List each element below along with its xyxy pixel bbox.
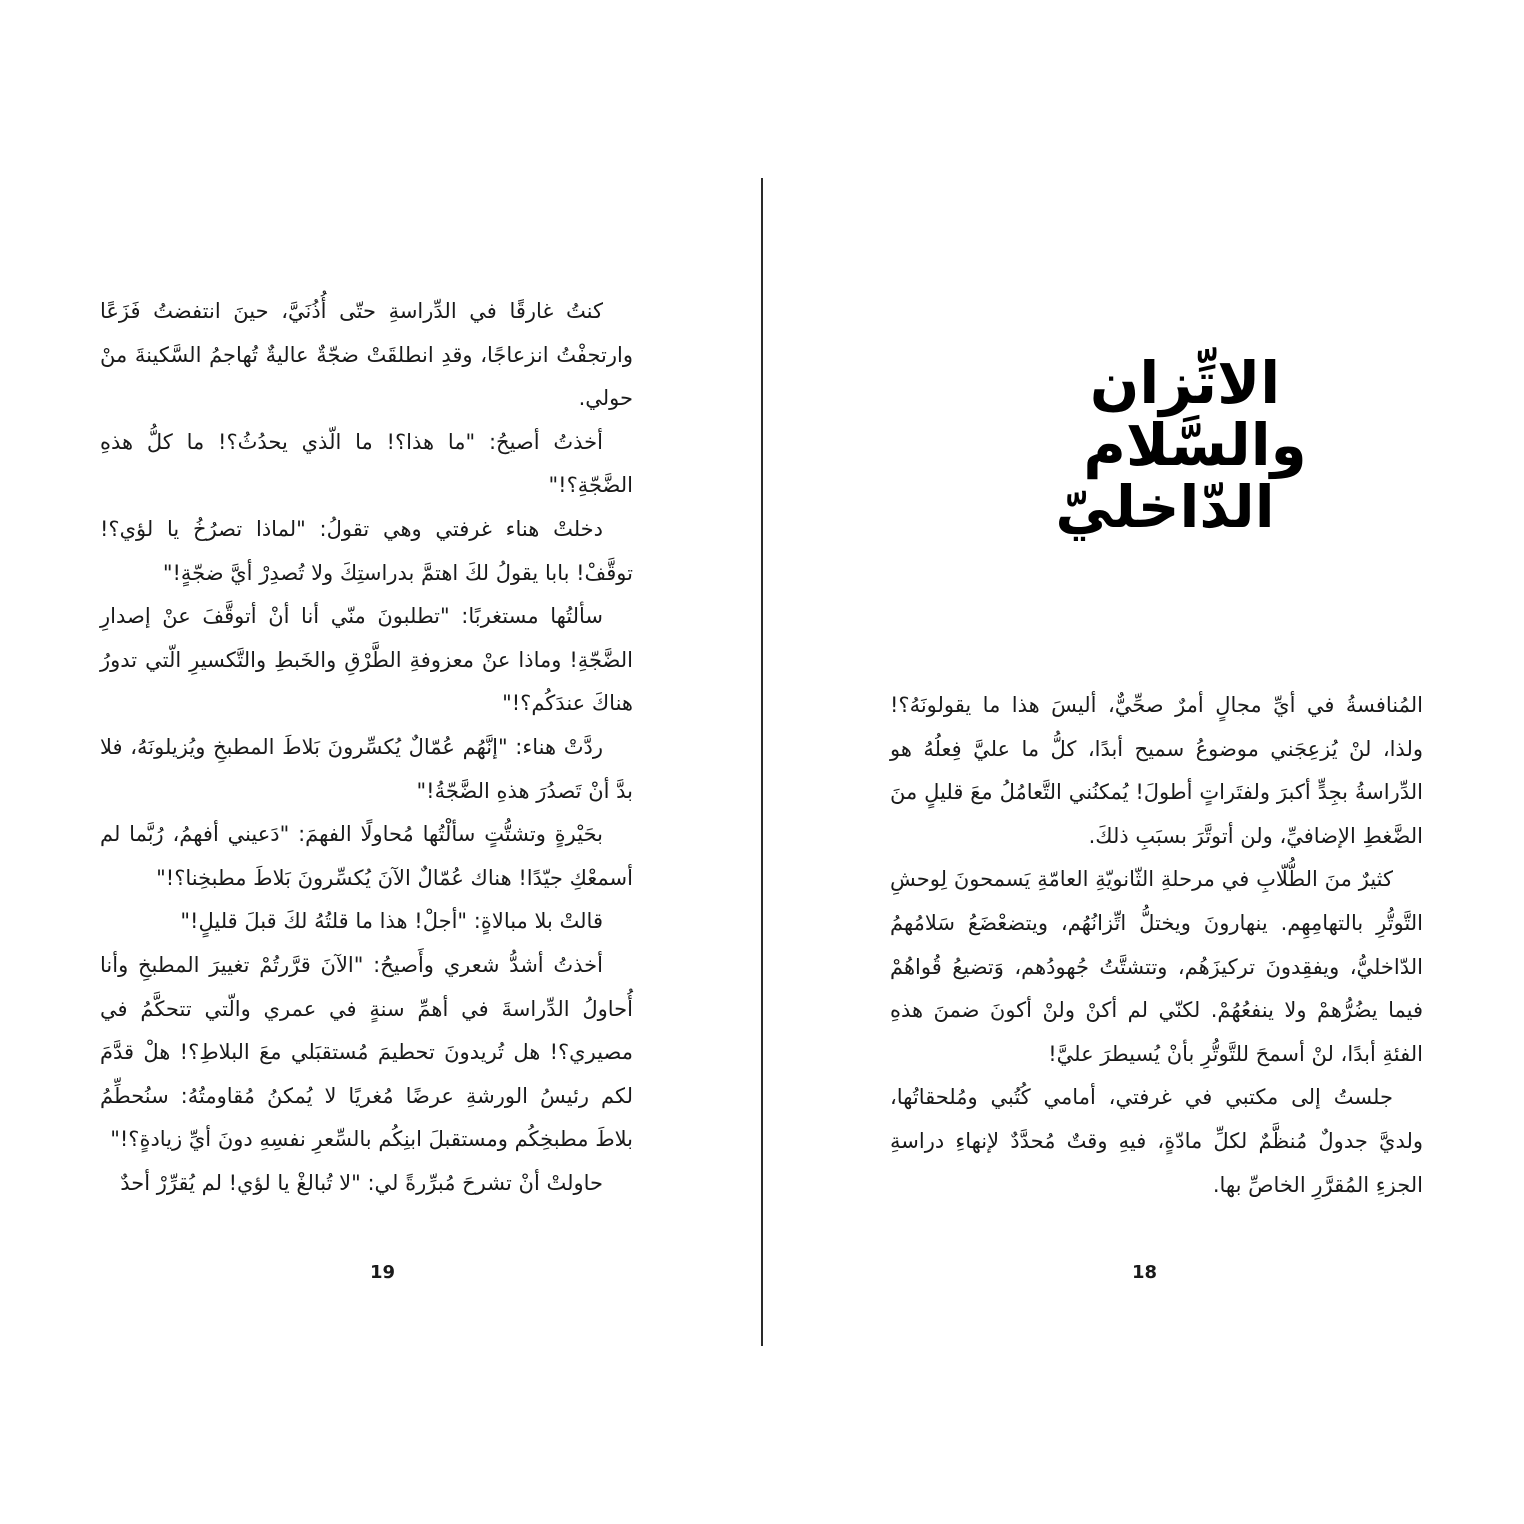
right-paragraph-2: كثيرٌ منَ الطُّلّابِ في مرحلةِ الثّانويّةِ العامّةِ يَسمحونَ لِوحشِ التَّوتُّرِ بالتهامِهِم. ينهارونَ ويختلُّ اتِّزانُهُم، ويتضعْضَعُ سَلامُهمُ الدّاخليُّ، ويفقِدونَ تركيزَهُم، وتتشتَّتُ جُهودُهم، وَتضيعُ قُواهُمْ فيما يضُرُّهمْ ولا ينفعُهُمْ. لكنّي لم أكنْ ولنْ أكونَ ضمنَ هذهِ الفئةِ أبدًا، لنْ أسمحَ للتَّوتُّرِ بأنْ يُسيطرَ عليَّ!	[890, 867, 1423, 1066]
left-paragraph-7: قالتْ بلا مبالاةٍ: "أجلْ! هذا ما قلتُهُ لكَ قبلَ قليلٍ!"	[180, 909, 603, 934]
right-page-number: 18	[1132, 1262, 1158, 1283]
chapter-title-line-3: الدّاخليّ	[1055, 473, 1275, 541]
chapter-title-line-1: الاتِّزان	[1089, 349, 1281, 417]
left-page-number: 19	[370, 1262, 396, 1283]
chapter-title-line-2: والسَّلام	[1083, 411, 1307, 479]
left-paragraph-6: بحَيْرةٍ وتشتُّتٍ سألْتُها مُحاولًا الفهمَ: "دَعيني أفهمُ، رُبَّما لم أسمعْكِ جيّدًا! هناك عُمّالٌ الآنَ يُكسِّرونَ بَلاطَ مطبخِنا؟!"	[100, 822, 633, 890]
chapter-title	[1040, 349, 1340, 541]
left-paragraph-9: حاولتْ أنْ تشرحَ مُبرِّرةً لي: "لا تُبالغْ يا لؤي! لم يُقرِّرْ أحدٌ	[120, 1170, 603, 1195]
left-paragraph-4: سألتُها مستغربًا: "تطلبونَ منّي أنا أنْ أتوقَّفَ عنْ إصدارِ الضَّجّةِ! وماذا عنْ معزوفةِ الطَّرْقِ والخَبطِ والتَّكسيرِ الّتي تدورُ هناكَ عندَكُم؟!"	[100, 604, 633, 716]
left-paragraph-8: أخذتُ أشدُّ شعري وأَصيحُ: "الآنَ قرَّرتُمْ تغييرَ المطبخِ وأنا أُحاولُ الدِّراسةَ في أهمِّ سنةٍ في عمري والّتي تتحكَّمُ في مصيري؟! هل تُريدونَ تحطيمَ مُستقبَلي معَ البلاطِ؟! هلْ قدَّمَ لكم رئيسُ الورشةِ عرضًا مُغريًا لا يُمكنُ مُقاومتُهُ: سنُحطِّمُ بلاطَ مطبخِكُم ومستقبلَ ابنِكُم بالسِّعرِ نفسِهِ دونَ أيِّ زيادةٍ؟!"	[100, 952, 633, 1152]
right-page-body	[890, 684, 1423, 1207]
right-paragraph-3: جلستُ إلى مكتبي في غرفتي، أمامي كُتُبي ومُلحقاتُها، ولديَّ جدولٌ مُنظَّمٌ لكلِّ مادّةٍ، فيهِ وقتٌ مُحدَّدٌ لإنهاءِ دراسةِ الجزءِ المُقرَّرِ الخاصِّ بها.	[890, 1085, 1423, 1197]
left-page-body	[100, 290, 633, 1205]
right-paragraph-1: المُنافسةُ في أيِّ مجالٍ أمرٌ صحِّيٌّ، أليسَ هذا ما يقولونَهُ؟! ولذا، لنْ يُزعِجَني موضوعُ سميح أبدًا، كلُّ ما عليَّ فِعلُهُ هو الدِّراسةُ بجِدٍّ أكبرَ ولفتَراتٍ أطولَ! يُمكنُني التَّعامُلُ معَ قليلٍ منَ الضَّغطِ الإضافيِّ، ولن أتوتَّرَ بسبَبِ ذلكَ.	[890, 693, 1423, 848]
left-paragraph-1: كنتُ غارقًا في الدِّراسةِ حتّى أُذُنَيَّ، حينَ انتفضتُ فَزَعًا وارتجفْتُ انزعاجًا، وقدِ انطلقَتْ ضجّةٌ عاليةٌ تُهاجمُ السَّكينةَ منْ حولي.	[100, 299, 633, 411]
left-paragraph-2: أخذتُ أصيحُ: "ما هذا؟! ما الّذي يحدُثُ؟! ما كلُّ هذهِ الضَّجّةِ؟!"	[100, 429, 633, 498]
left-paragraph-3: دخلتْ هناء غرفتي وهي تقولُ: "لماذا تصرُخُ يا لؤي؟! توقَّفْ! بابا يقولُ لكَ اهتمَّ بدراستِكَ ولا تُصدِرْ أيَّ ضجّةٍ!"	[100, 516, 633, 585]
page-gutter-divider	[761, 178, 763, 1346]
left-paragraph-5: ردَّتْ هناء: "إنَّهُم عُمّالٌ يُكسِّرونَ بَلاطَ المطبخِ ويُزيلونَهُ، فلا بدَّ أنْ تَصدُرَ هذهِ الضَّجّةُ!"	[100, 734, 633, 803]
